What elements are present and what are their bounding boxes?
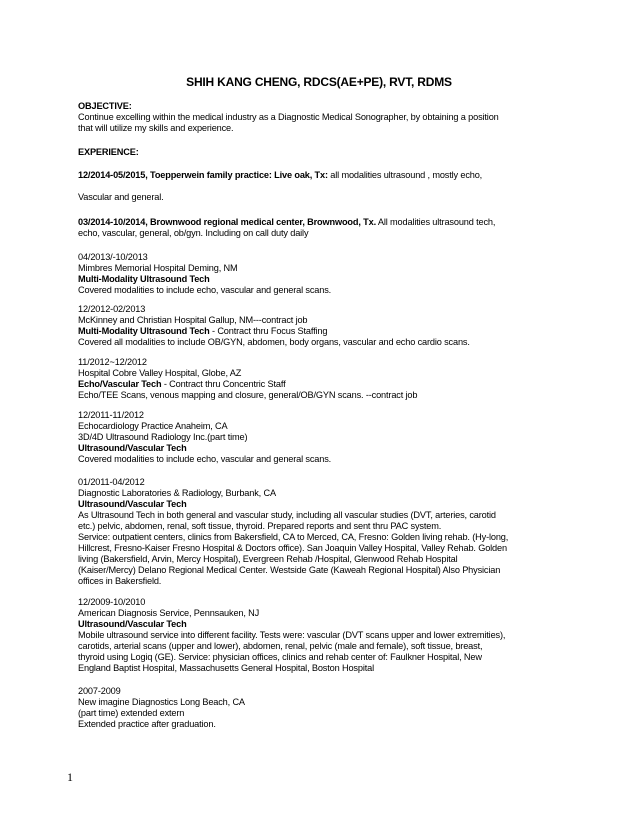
job-employer: Hospital Cobre Valley Hospital, Globe, AZ xyxy=(78,368,242,378)
job-title xyxy=(78,708,558,719)
job-entry xyxy=(78,477,558,587)
job-employer: Echocardiology Practice Anaheim, CA xyxy=(78,421,228,431)
job-description: offices in Bakersfield. xyxy=(78,576,162,586)
job-dates: 12/2012-02/2013 xyxy=(78,304,146,314)
job-entry xyxy=(78,304,558,348)
entry-lead-rest: All modalities ultrasound tech, xyxy=(375,217,496,227)
job-dates: 12/2011-11/2012 xyxy=(78,410,144,420)
experience-heading: EXPERIENCE: xyxy=(78,147,139,157)
entry-lead-bold: 12/2014-05/2015, Toepperwein family practice: Live oak, Tx: xyxy=(78,170,328,180)
objective-text-line: that will utilize my skills and experience. xyxy=(78,123,234,133)
experience-entry xyxy=(78,217,558,239)
job-dates: 01/2011-04/2012 xyxy=(78,477,145,487)
job-title-rest: - Contract thru Focus Staffing xyxy=(209,326,328,336)
job-title-bold: Ultrasound/Vascular Tech xyxy=(78,443,187,453)
job-description: Covered modalities to include echo, vascular and general scans. xyxy=(78,454,332,464)
job-dates: 12/2009-10/2010 xyxy=(78,597,146,607)
job-title xyxy=(78,326,558,337)
job-dates: 11/2012~12/2012 xyxy=(78,357,147,367)
job-description: Mobile ultrasound service into different facility. Tests were: vascular (DVT scans upper and lower extremities), xyxy=(78,630,506,640)
job-title xyxy=(78,499,558,510)
job-employer: Mimbres Memorial Hospital Deming, NM xyxy=(78,263,238,273)
entry-lead xyxy=(78,217,558,228)
entry-extra: echo, vascular, general, ob/gyn. Including on call duty daily xyxy=(78,228,309,238)
experience-section xyxy=(78,147,558,158)
job-description: As Ultrasound Tech in both general and vascular study, including all vascular studies (DVT, arteries, carotid xyxy=(78,510,496,520)
job-description: Extended practice after graduation. xyxy=(78,719,216,729)
job-entry xyxy=(78,686,558,730)
entry-lead-rest: all modalities ultrasound , mostly echo, xyxy=(327,170,483,180)
entry-lead-bold: 03/2014-10/2014, Brownwood regional medical center, Brownwood, Tx. xyxy=(78,217,376,227)
job-employer: Diagnostic Laboratories & Radiology, Burbank, CA xyxy=(78,488,276,498)
job-title xyxy=(78,274,558,285)
job-title-bold: Multi-Modality Ultrasound Tech xyxy=(78,326,210,336)
job-description: (Kaiser/Mercy) Delano Regional Medical Center. Westside Gate (Kaweah Regional Hospital) Also Physician xyxy=(78,565,501,575)
resume-name-heading: SHIH KANG CHENG, RDCS(AE+PE), RVT, RDMS xyxy=(186,75,452,89)
job-description: Echo/TEE Scans, venous mapping and closure, general/OB/GYN scans. --contract job xyxy=(78,390,418,400)
job-employer: New imagine Diagnostics Long Beach, CA xyxy=(78,697,245,707)
job-dates: 2007-2009 xyxy=(78,686,121,696)
job-description: Covered all modalities to include OB/GYN, abdomen, body organs, vascular and echo cardio scans. xyxy=(78,337,470,347)
job-title xyxy=(78,619,558,630)
job-description: etc.) pelvic, abdomen, renal, soft tissue, thyroid. Prepared reports and sent thru PAC system. xyxy=(78,521,442,531)
job-title-bold: Ultrasound/Vascular Tech xyxy=(78,499,187,509)
job-title-bold: Echo/Vascular Tech xyxy=(78,379,162,389)
objective-section xyxy=(78,101,558,134)
job-entry xyxy=(78,597,558,674)
entry-lead xyxy=(78,170,558,181)
experience-entry xyxy=(78,170,558,181)
job-title xyxy=(78,379,558,390)
job-description: England Baptist Hospital, Massachusetts General Hospital, Boston Hospital xyxy=(78,663,374,673)
job-employer: McKinney and Christian Hospital Gallup, NM---contract job xyxy=(78,315,308,325)
job-title-rest: - Contract thru Concentric Staff xyxy=(161,379,286,389)
job-description: living (Bakersfield, Arvin, Mercy Hospital), Evergreen Rehab /Hospital, Glenwood Rehab Hospital xyxy=(78,554,458,564)
job-description: Hillcrest, Fresno-Kaiser Fresno Hospital & Doctors office). San Joaquin Valley Hospital, Valley Rehab. Golden xyxy=(78,543,507,553)
entry-extra: Vascular and general. xyxy=(78,192,164,202)
job-entry xyxy=(78,410,558,465)
job-entry xyxy=(78,357,558,401)
job-employer-secondary: 3D/4D Ultrasound Radiology Inc.(part time) xyxy=(78,432,248,442)
job-title-bold: Ultrasound/Vascular Tech xyxy=(78,619,187,629)
experience-entry-extra xyxy=(78,192,558,203)
page-number: 1 xyxy=(67,770,73,784)
objective-text-line: Continue excelling within the medical industry as a Diagnostic Medical Sonographer, by obtaining a position xyxy=(78,112,499,122)
job-entry xyxy=(78,252,558,296)
job-description: carotids, arterial scans (upper and lower), abdomen, renal, pelvic (male and female), soft tissue, breast, xyxy=(78,641,483,651)
job-employer: American Diagnosis Service, Pennsauken, NJ xyxy=(78,608,260,618)
job-dates: 04/2013/-10/2013 xyxy=(78,252,148,262)
job-title xyxy=(78,443,558,454)
job-description: Service: outpatient centers, clinics from Bakersfield, CA to Merced, CA, Fresno: Golden living rehab. (Hy-long, xyxy=(78,532,509,542)
job-description: Covered modalities to include echo, vascular and general scans. xyxy=(78,285,332,295)
job-title-bold: Multi-Modality Ultrasound Tech xyxy=(78,274,210,284)
objective-heading: OBJECTIVE: xyxy=(78,101,132,111)
job-description: thyroid using Logiq (GE). Service: physician offices, clinics and rehab center of: Faulkner Hospital, New xyxy=(78,652,482,662)
job-title-rest: (part time) extended extern xyxy=(78,708,185,718)
